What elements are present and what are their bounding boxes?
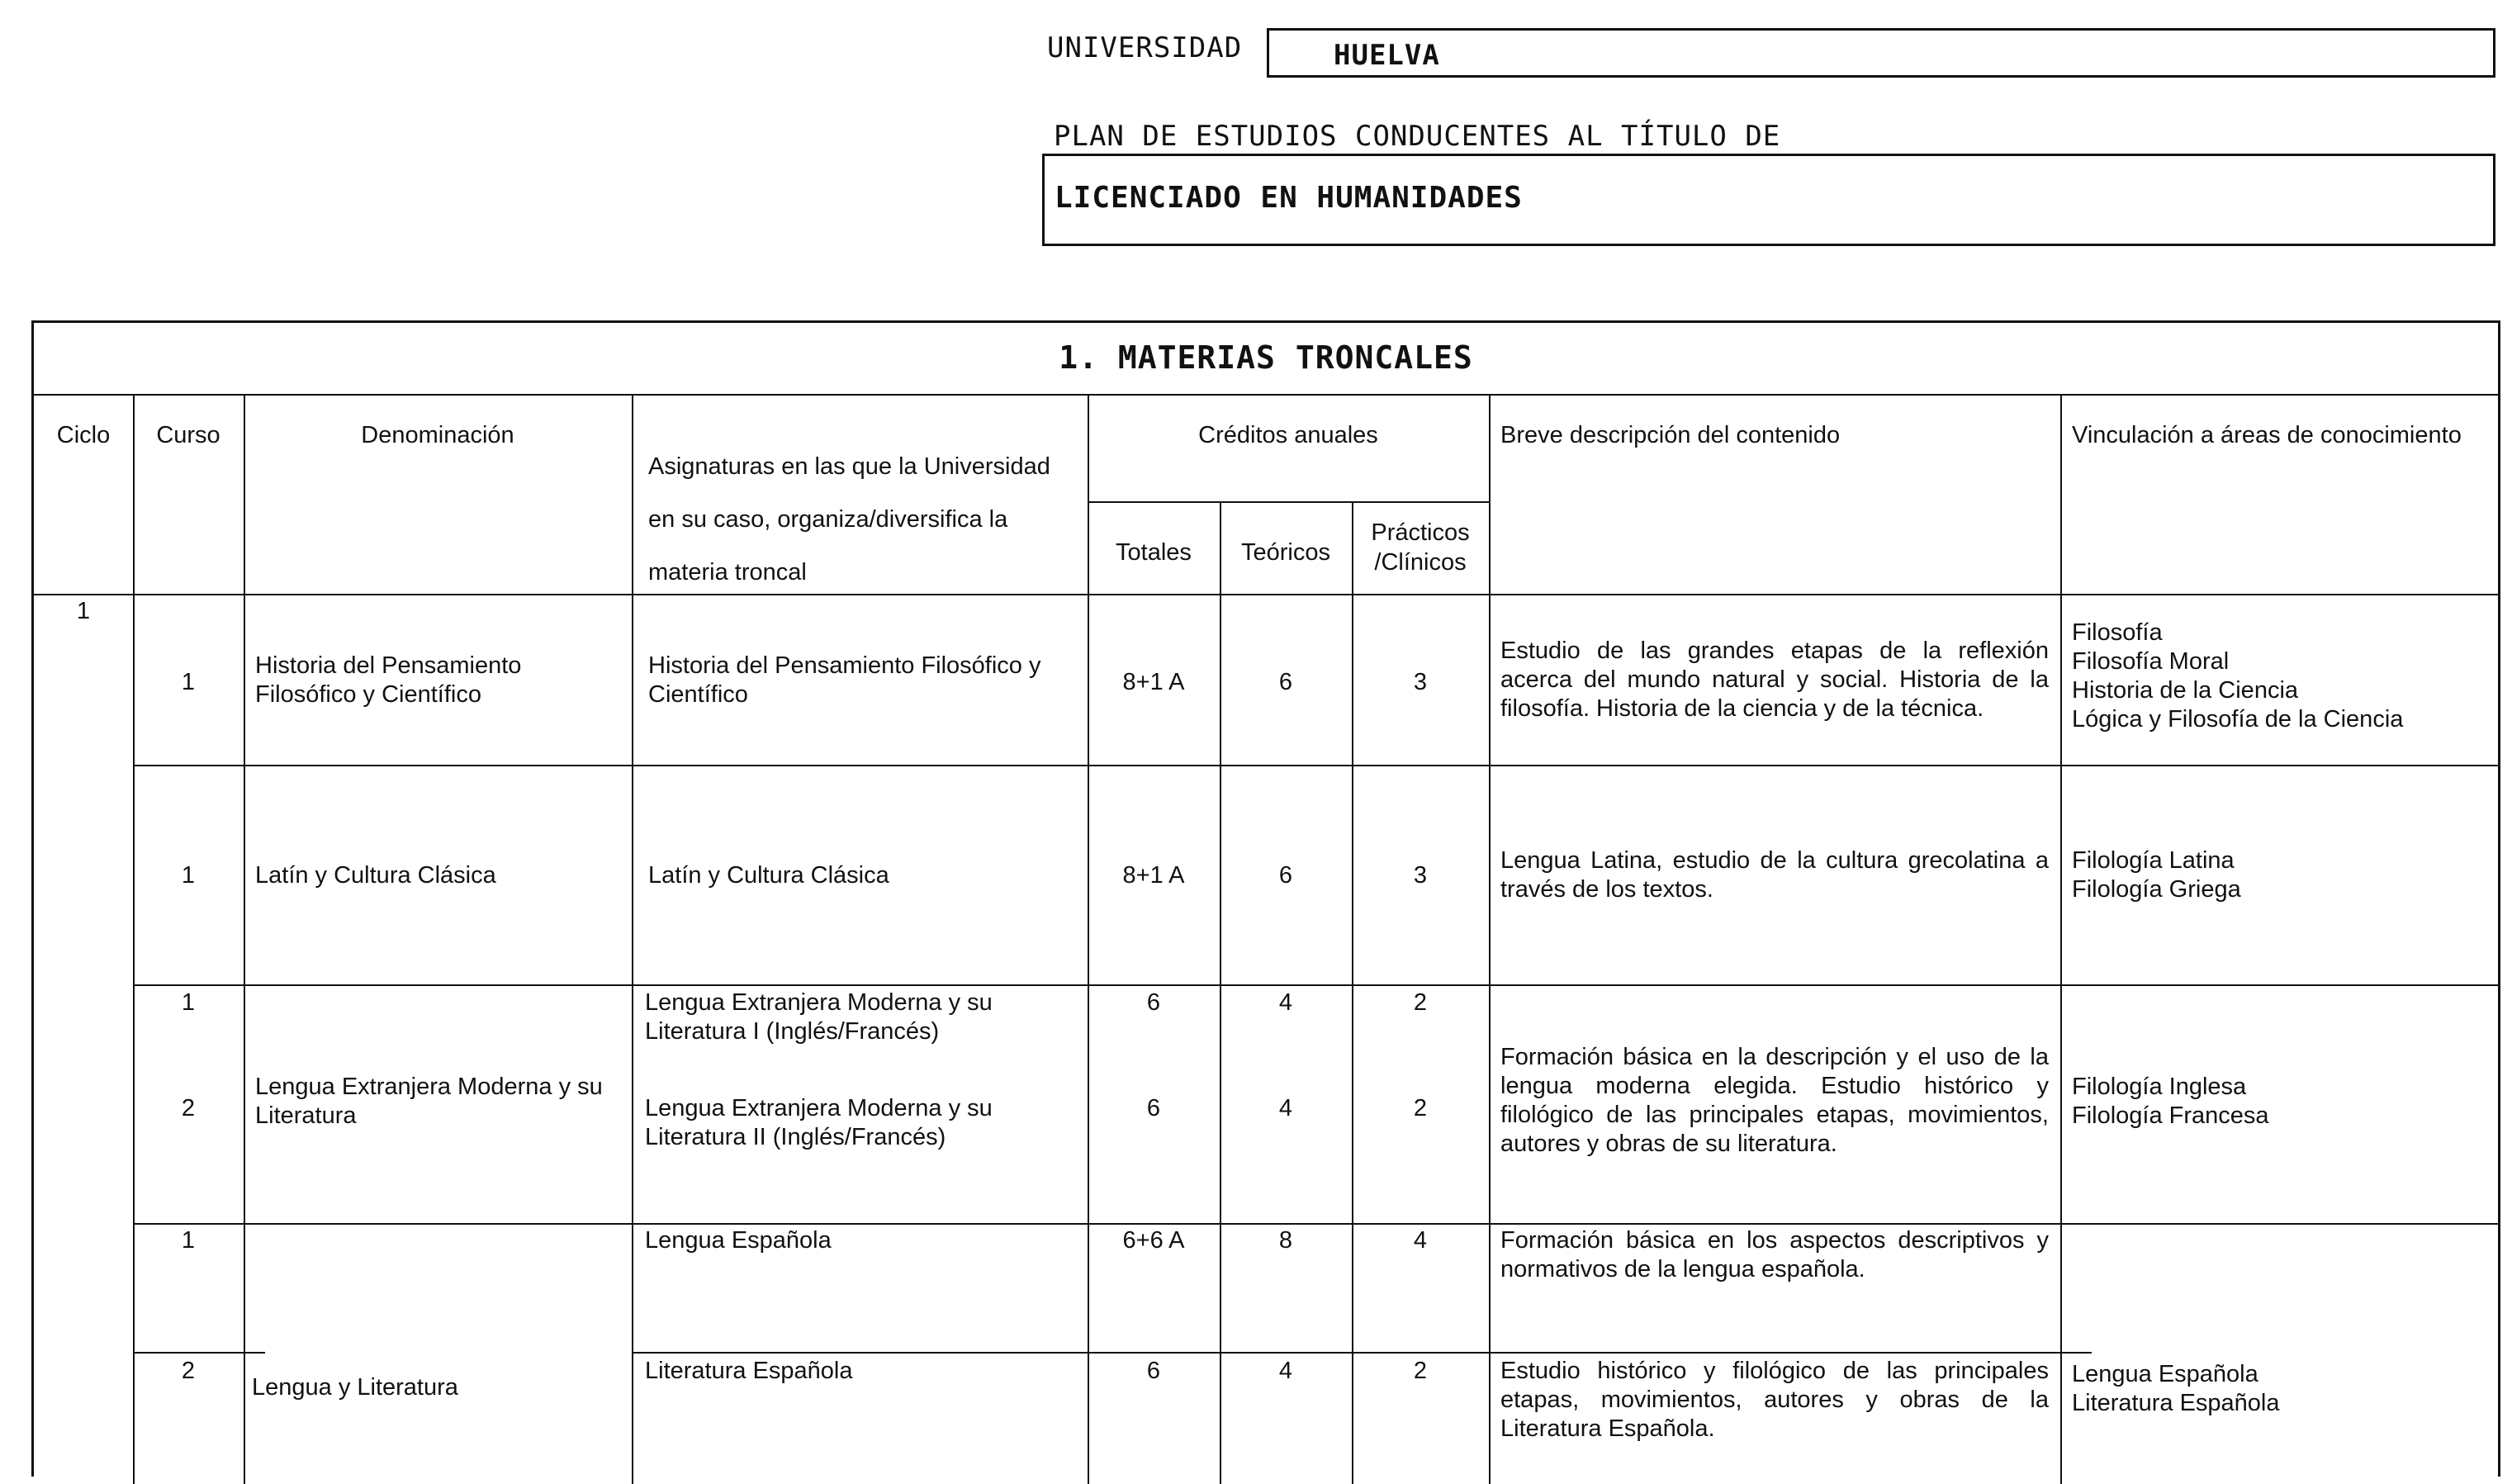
asignaturas-line: en su caso, organiza/diversifica la <box>648 506 1008 533</box>
col-divider <box>1489 394 1491 1484</box>
col-header-practicos <box>1352 518 1489 577</box>
area-item: Historia de la Ciencia <box>2072 677 2299 704</box>
area-item: Lengua Española <box>2072 1361 2258 1387</box>
area-item: Filología Francesa <box>2072 1102 2269 1129</box>
university-label: UNIVERSIDAD <box>1047 31 1243 64</box>
plan-label: PLAN DE ESTUDIOS CONDUCENTES AL TÍTULO DE <box>1054 120 1781 153</box>
creditos-sub-line <box>1088 501 1489 503</box>
area-item: Filosofía Moral <box>2072 648 2230 675</box>
col-header-curso: Curso <box>156 422 220 448</box>
row-denominacion: Lengua y Literatura <box>252 1374 458 1401</box>
university-field <box>1267 28 2495 78</box>
area-item: Filosofía <box>2072 619 2163 646</box>
row-asignatura: Latín y Cultura Clásica <box>648 862 889 889</box>
row-teoricos: 8 <box>1278 1227 1293 1254</box>
row-separator <box>632 1352 2092 1354</box>
practicos-line: Prácticos <box>1371 519 1470 546</box>
ciclo-value: 1 <box>76 598 91 624</box>
col-divider <box>2060 394 2062 1484</box>
row-areas <box>2072 1360 2493 1418</box>
row-separator <box>133 1223 2500 1225</box>
practicos-line: /Clínicos <box>1374 549 1467 576</box>
col-header-totales: Totales <box>1116 539 1192 566</box>
row-descripcion: Estudio de las grandes etapas de la reflexión acerca del mundo natural y social. Historia de la filosofía. Historia de la ciencia y de la técnica. <box>1500 638 2049 722</box>
col-header-asignaturas <box>648 440 1078 599</box>
row-totales: 6 <box>1146 1095 1161 1121</box>
area-item: Lógica y Filosofía de la Ciencia <box>2072 706 2404 733</box>
row-asignatura: Lengua Extranjera Moderna y su Literatura II (Inglés/Francés) <box>645 1095 993 1150</box>
row-asignatura: Literatura Española <box>645 1358 853 1384</box>
row-curso: 2 <box>181 1095 196 1121</box>
row-separator <box>133 765 2500 766</box>
row-curso: 2 <box>181 1358 196 1384</box>
col-header-ciclo: Ciclo <box>56 422 111 448</box>
row-descripcion: Formación básica en la descripción y el uso de la lengua moderna elegida. Estudio histórico y filológico de las principales etapas, movimientos, autores y obras de su literatura. <box>1500 1044 2049 1157</box>
col-divider <box>244 394 245 1484</box>
col-header-creditos: Créditos anuales <box>1198 422 1378 448</box>
row-totales: 6 <box>1146 1358 1161 1384</box>
row-curso: 1 <box>181 1227 196 1254</box>
row-practicos: 2 <box>1413 989 1428 1016</box>
row-asignatura: Lengua Española <box>645 1227 832 1254</box>
degree-title: LICENCIADO EN HUMANIDADES <box>1055 181 1523 215</box>
row-descripcion: Formación básica en los aspectos descriptivos y normativos de la lengua española. <box>1500 1227 2049 1282</box>
row-asignatura: Lengua Extranjera Moderna y su Literatura I (Inglés/Francés) <box>645 989 993 1045</box>
row-denominacion: Lengua Extranjera Moderna y su Literatura <box>255 1074 603 1129</box>
row-denominacion: Historia del Pensamiento Filosófico y Científico <box>255 652 522 708</box>
area-item: Filología Griega <box>2072 876 2241 903</box>
row-descripcion: Estudio histórico y filológico de las principales etapas, movimientos, autores y obras de la Literatura Española. <box>1500 1358 2049 1442</box>
header-bottom-line <box>34 594 2500 595</box>
col-header-descripcion: Breve descripción del contenido <box>1500 422 1841 448</box>
row-totales: 6+6 A <box>1122 1227 1185 1254</box>
row-totales: 6 <box>1146 989 1161 1016</box>
row-practicos: 2 <box>1413 1358 1428 1384</box>
university-name: HUELVA <box>1334 39 1440 72</box>
row-practicos: 3 <box>1413 862 1428 889</box>
row-separator <box>133 984 2500 986</box>
row-practicos: 2 <box>1413 1095 1428 1121</box>
header-top-line <box>34 394 2500 396</box>
col-header-vinculacion: Vinculación a áreas de conocimiento <box>2072 422 2462 448</box>
area-item: Filología Inglesa <box>2072 1074 2247 1100</box>
row-asignatura: Historia del Pensamiento Filosófico y Científico <box>648 652 1041 708</box>
col-header-denominacion: Denominación <box>361 422 514 448</box>
row-areas <box>2072 1073 2493 1131</box>
asignaturas-line: Asignaturas en las que la Universidad <box>648 453 1050 480</box>
row-teoricos: 4 <box>1278 989 1293 1016</box>
row-teoricos: 4 <box>1278 1358 1293 1384</box>
row-descripcion: Lengua Latina, estudio de la cultura grecolatina a través de los textos. <box>1500 847 2049 903</box>
degree-title-field <box>1042 154 2495 246</box>
row-teoricos: 6 <box>1278 862 1293 889</box>
troncales-table <box>31 320 2500 1477</box>
area-item: Filología Latina <box>2072 847 2235 874</box>
section-title: 1. MATERIAS TRONCALES <box>1059 339 1473 376</box>
row-areas <box>2072 846 2493 904</box>
row-teoricos: 4 <box>1278 1095 1293 1121</box>
row-practicos: 3 <box>1413 669 1428 695</box>
row-teoricos: 6 <box>1278 669 1293 695</box>
row-practicos: 4 <box>1413 1227 1428 1254</box>
row-areas <box>2072 619 2493 734</box>
row-curso: 1 <box>181 669 196 695</box>
area-item: Literatura Española <box>2072 1390 2280 1416</box>
row-curso: 1 <box>181 989 196 1016</box>
col-header-teoricos: Teóricos <box>1241 539 1330 566</box>
row-totales: 8+1 A <box>1122 862 1185 889</box>
row-curso: 1 <box>181 862 196 889</box>
col-divider <box>133 394 135 1484</box>
asignaturas-line: materia troncal <box>648 559 807 586</box>
row-totales: 8+1 A <box>1122 669 1185 695</box>
row-denominacion: Latín y Cultura Clásica <box>255 862 496 889</box>
col-divider <box>632 394 633 1484</box>
row-separator <box>133 1352 265 1354</box>
